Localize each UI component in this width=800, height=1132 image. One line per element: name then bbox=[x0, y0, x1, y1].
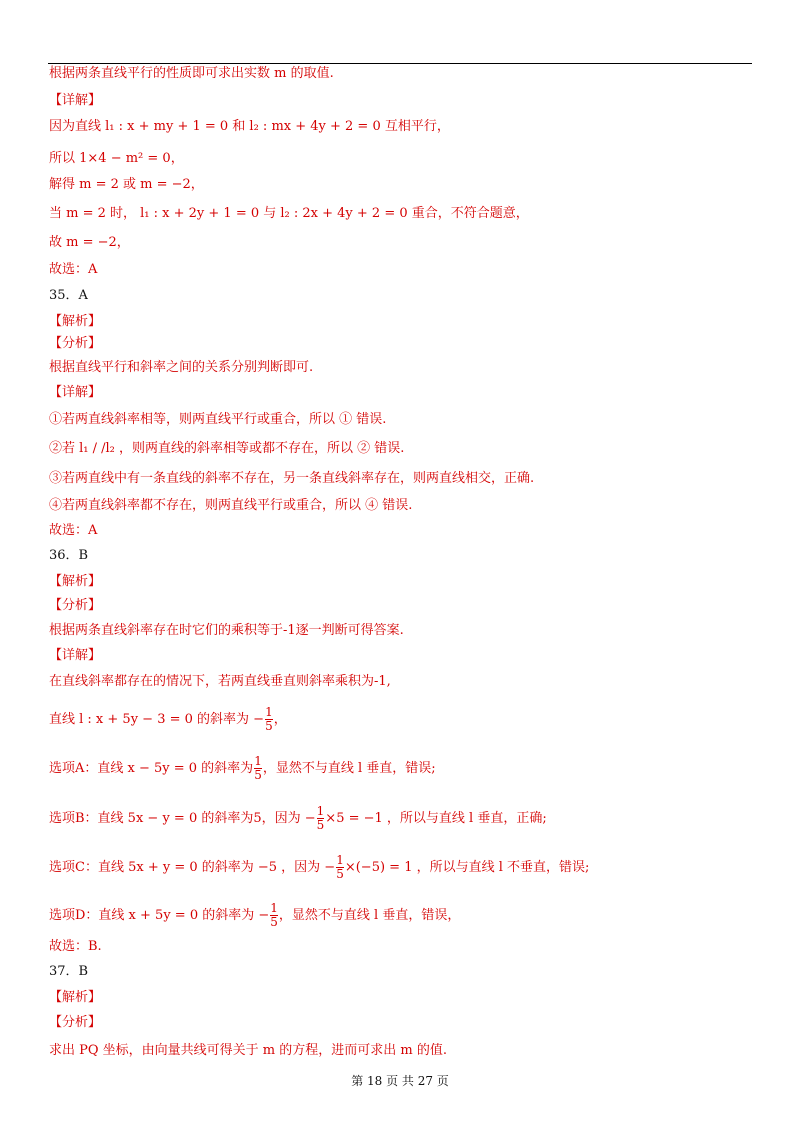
text-line: ①若两直线斜率相等，则两直线平行或重合，所以 ① 错误. bbox=[49, 412, 387, 427]
section-label-explanation: 【分析】 bbox=[49, 336, 102, 351]
option-c-prefix: 选项C：直线 5x + y = 0 的斜率为 −5 ，因为 − bbox=[49, 860, 336, 875]
section-label-analysis: 【解析】 bbox=[49, 990, 102, 1005]
slope-line-l-suffix: ， bbox=[273, 712, 287, 727]
option-d-line bbox=[49, 902, 460, 929]
slope-line-l bbox=[49, 706, 287, 733]
section-label-analysis: 【解析】 bbox=[49, 574, 102, 589]
text-line: 根据两条直线斜率存在时它们的乘积等于-1逐一判断可得答案. bbox=[49, 623, 404, 638]
section-label-detail: 【详解】 bbox=[49, 648, 102, 663]
option-b-suffix: ×5 = −1 ，所以与直线 l 垂直，正确; bbox=[325, 811, 547, 826]
option-b-line bbox=[49, 805, 547, 832]
text-line: 当 m = 2 时， l₁ : x + 2y + 1 = 0 与 l₂ : 2x + 4y + 2 = 0 重合，不符合题意， bbox=[49, 206, 529, 221]
fraction-numerator: 1 bbox=[336, 853, 344, 867]
fraction-denominator: 5 bbox=[265, 719, 273, 733]
section-label-detail: 【详解】 bbox=[49, 385, 102, 400]
answer-line: 故选：A bbox=[49, 523, 98, 538]
section-label-detail: 【详解】 bbox=[49, 93, 102, 108]
fraction bbox=[254, 755, 262, 782]
section-label-analysis: 【解析】 bbox=[49, 314, 102, 329]
option-a-prefix: 选项A：直线 x − 5y = 0 的斜率为 bbox=[49, 761, 254, 776]
fraction bbox=[270, 902, 278, 929]
fraction-denominator: 5 bbox=[254, 768, 262, 782]
fraction-denominator: 5 bbox=[316, 818, 325, 832]
option-a-line bbox=[49, 755, 436, 782]
fraction-denominator: 5 bbox=[270, 915, 278, 929]
page-footer: 第 18 页 共 27 页 bbox=[351, 1074, 449, 1088]
option-d-suffix: ，显然不与直线 l 垂直，错误， bbox=[278, 908, 461, 923]
fraction-numerator: 1 bbox=[316, 804, 325, 818]
option-c-suffix: ×(−5) = 1 ，所以与直线 l 不垂直，错误; bbox=[344, 860, 590, 875]
fraction-numerator: 1 bbox=[270, 901, 278, 915]
section-label-explanation: 【分析】 bbox=[49, 598, 102, 613]
answer-line: 故选：A bbox=[49, 262, 98, 277]
option-c-line bbox=[49, 854, 589, 881]
text-line: ③若两直线中有一条直线的斜率不存在，另一条直线斜率存在，则两直线相交，正确. bbox=[49, 471, 535, 486]
text-line: 所以 1×4 − m² = 0， bbox=[49, 151, 184, 166]
text-line: 根据两条直线平行的性质即可求出实数 m 的取值. bbox=[49, 66, 334, 81]
text-line: 根据直线平行和斜率之间的关系分别判断即可. bbox=[49, 360, 314, 375]
fraction-denominator: 5 bbox=[336, 867, 344, 881]
text-line: 故 m = −2， bbox=[49, 235, 130, 250]
text-line: 解得 m = 2 或 m = −2， bbox=[49, 177, 204, 192]
slope-line-l-prefix: 直线 l : x + 5y − 3 = 0 的斜率为 − bbox=[49, 712, 265, 727]
header-rule bbox=[48, 63, 752, 64]
text-line: 求出 PQ 坐标，由向量共线可得关于 m 的方程，进而可求出 m 的值. bbox=[49, 1043, 447, 1058]
fraction bbox=[336, 854, 344, 881]
text-line: 因为直线 l₁ : x + my + 1 = 0 和 l₂ : mx + 4y + 2 = 0 互相平行， bbox=[49, 119, 450, 134]
text-line: 在直线斜率都存在的情况下，若两直线垂直则斜率乘积为-1, bbox=[49, 674, 391, 689]
question-number: 36．B bbox=[49, 548, 89, 563]
option-d-prefix: 选项D：直线 x + 5y = 0 的斜率为 − bbox=[49, 908, 270, 923]
option-b-prefix: 选项B：直线 5x − y = 0 的斜率为5，因为 − bbox=[49, 811, 316, 826]
option-a-suffix: ，显然不与直线 l 垂直，错误; bbox=[262, 761, 436, 776]
text-line: ②若 l₁ / /l₂ ，则两直线的斜率相等或都不存在，所以 ② 错误. bbox=[49, 441, 405, 456]
question-number: 35．A bbox=[49, 288, 88, 303]
fraction bbox=[265, 706, 273, 733]
question-number: 37．B bbox=[49, 964, 89, 979]
fraction-numerator: 1 bbox=[254, 754, 262, 768]
fraction bbox=[317, 805, 325, 832]
fraction-numerator: 1 bbox=[265, 705, 273, 719]
section-label-explanation: 【分析】 bbox=[49, 1015, 102, 1030]
text-line: ④若两直线斜率都不存在，则两直线平行或重合，所以 ④ 错误. bbox=[49, 498, 413, 513]
answer-line: 故选：B. bbox=[49, 939, 102, 954]
